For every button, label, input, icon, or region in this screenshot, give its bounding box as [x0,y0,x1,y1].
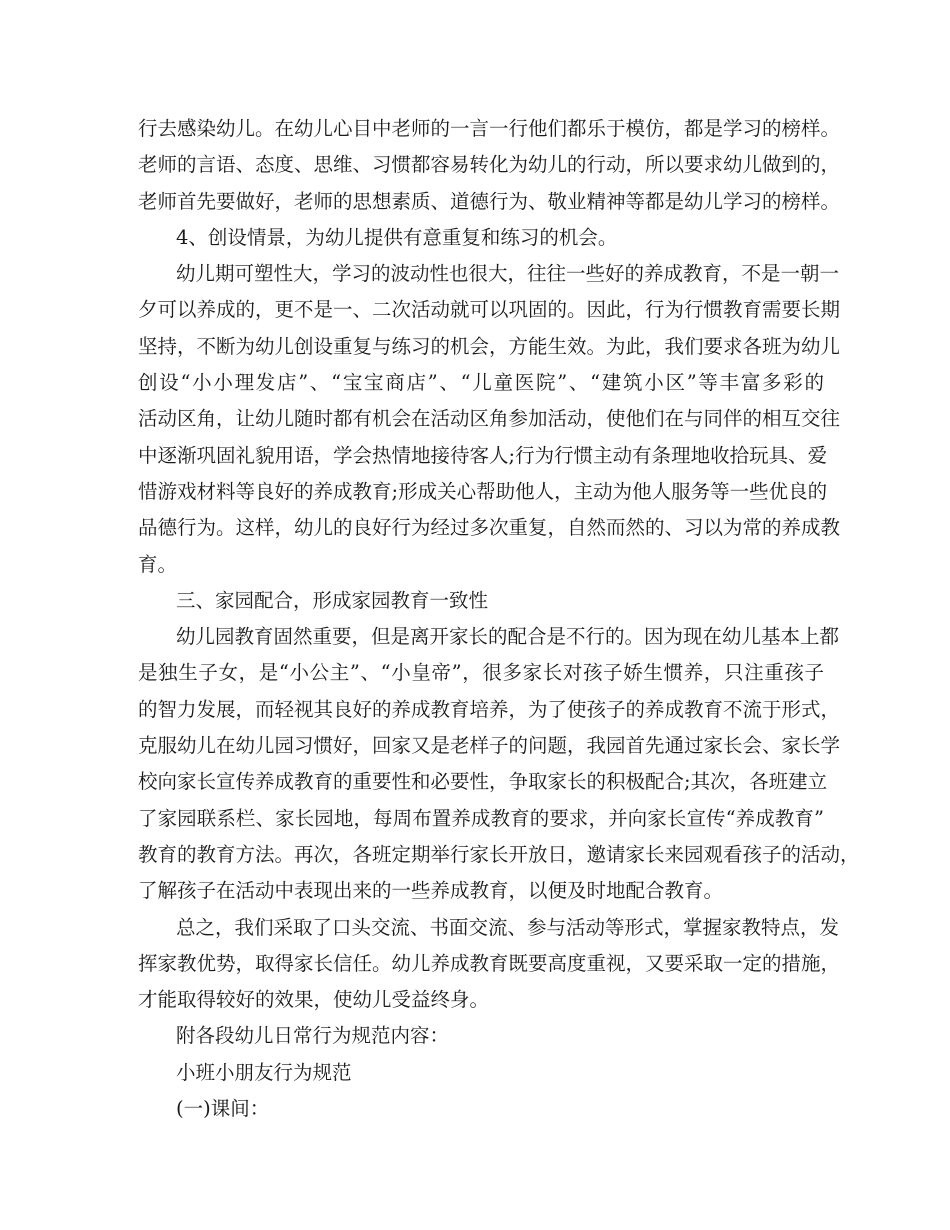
text-line: 了家园联系栏、家长园地，每周布置养成教育的要求，并向家长宣传“养成教育” [138,806,824,830]
text-line: 幼儿园教育固然重要，但是离开家长的配合是不行的。因为现在幼儿基本上都 [176,625,840,649]
text-line: 行去感染幼儿。在幼儿心目中老师的一言一行他们都乐于模仿，都是学习的榜样。 [138,117,841,140]
text-line: 育。 [138,552,178,576]
text-line: 的智力发展，而轻视其良好的养成教育培养，为了使孩子的养成教育不流于形式， [138,697,841,721]
text-line: 惜游戏材料等良好的养成教育;形成关心帮助他人，主动为他人服务等一些优良的 [138,479,828,503]
text-line: 附各段幼儿日常行为规范内容： [176,1024,450,1048]
text-line: 才能取得较好的效果，使幼儿受益终身。 [138,988,490,1012]
text-line: 夕可以养成的，更不是一、二次活动就可以巩固的。因此，行为行惯教育需要长期 [138,298,841,322]
text-line: 幼儿期可塑性大，学习的波动性也很大，往往一些好的养成教育，不是一朝一 [176,262,840,286]
text-line: 创设“小小理发店”、“宝宝商店”、“儿童医院”、“建筑小区”等丰富多彩的 [138,371,824,395]
text-line: 克服幼儿在幼儿园习惯好，回家又是老样子的问题，我园首先通过家长会、家长学 [138,734,841,758]
text-line: 是独生子女，是“小公主”、“小皇帝”，很多家长对孩子娇生惯养，只注重孩子 [138,661,824,685]
text-line: 4、创设情景，为幼儿提供有意重复和练习的机会。 [176,225,618,249]
text-line: 品德行为。这样，幼儿的良好行为经过多次重复，自然而然的、习以为常的养成教 [138,516,841,540]
text-line: 活动区角，让幼儿随时都有机会在活动区角参加活动，使他们在与同伴的相互交往 [138,407,841,431]
text-line: 校向家长宣传养成教育的重要性和必要性，争取家长的积极配合;其次，各班建立 [138,770,828,794]
text-line: 三、家园配合，形成家园教育一致性 [176,588,489,612]
text-line: 中逐渐巩固礼貌用语，学会热情地接待客人;行为行惯主动有条理地收拾玩具、爱 [138,443,828,467]
document-body [138,111,860,1127]
text-line: 小班小朋友行为规范 [176,1060,352,1084]
text-line: 老师首先要做好，老师的思想素质、道德行为、敬业精神等都是幼儿学习的榜样。 [138,189,841,213]
text-line: 了解孩子在活动中表现出来的一些养成教育，以便及时地配合教育。 [138,879,724,903]
text-line: 坚持，不断为幼儿创设重复与练习的机会，方能生效。为此，我们要求各班为幼儿 [138,334,841,358]
text-line: 总之，我们采取了口头交流、书面交流、参与活动等形式，掌握家教特点，发 [176,915,840,939]
text-line: 教育的教育方法。再次，各班定期举行家长开放日，邀请家长来园观看孩子的活动， [138,842,860,866]
text-line: 挥家教优势，取得家长信任。幼儿养成教育既要高度重视，又要采取一定的措施， [138,951,841,975]
text-line: (一)课间： [176,1097,270,1121]
text-line: 老师的言语、态度、思维、习惯都容易转化为幼儿的行动，所以要求幼儿做到的， [138,153,841,177]
